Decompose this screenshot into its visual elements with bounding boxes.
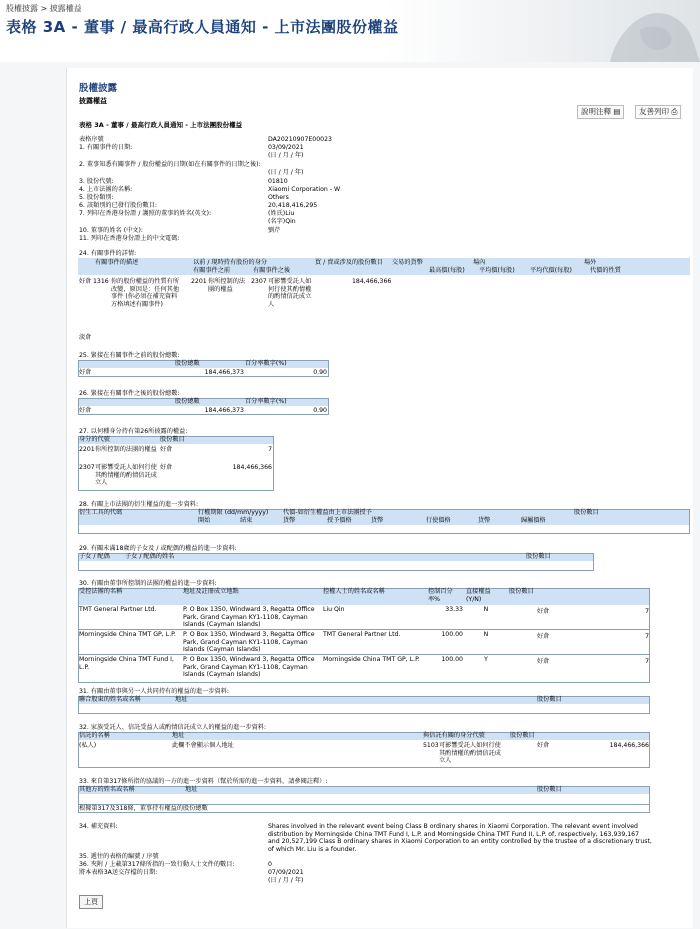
- s28-h-code: 衍生工具的代碼: [79, 509, 123, 516]
- s25-h-shares: 股份總數: [175, 360, 200, 367]
- s32-h-trust: 信託的名稱: [79, 732, 110, 739]
- s30-row-direct: Y: [484, 656, 488, 663]
- form-title: 表格 3A - 董事 / 最高行政人員通知 - 上市法團股份權益: [79, 121, 243, 129]
- s32-row-name: (私人): [79, 742, 97, 749]
- s24-h-event: 有關事件的描述: [95, 259, 139, 266]
- statue-decoration-image: [570, 0, 700, 62]
- s28-title: 28. 有關上市法團的衍生權益的進一步資料:: [79, 501, 199, 508]
- s30-h-controller: 控權人士的姓名或名稱: [323, 588, 385, 595]
- s26-position: 好倉: [79, 407, 92, 414]
- s24-row-code: 1316: [93, 278, 109, 285]
- s24-title: 24. 有關事件的詳情:: [79, 250, 137, 257]
- field-label-director-name-en: 7. 列印在香港身份證 / 護照的董事的姓名(英文):: [79, 210, 212, 217]
- s28-sub-currency: 貨幣: [283, 517, 296, 524]
- s25-title: 25. 緊接在有關事件之前的股份總數:: [79, 352, 180, 359]
- s28-sub-grant-price: 授予價格: [327, 517, 352, 524]
- field-value-director-name-cn: 劉芹: [268, 227, 281, 234]
- s27-r2-shares: 184,466,366: [232, 464, 272, 471]
- field-date-format: (日 / 月 / 年): [268, 169, 304, 176]
- s34-label: 34. 補充資料:: [79, 823, 118, 830]
- field-label-cn-code: 11. 列印在香港身份證上的中文電碼:: [79, 235, 180, 242]
- s27-r1-desc: 你所控制的法團的權益: [95, 446, 157, 453]
- s30-h-shares: 股份數目: [509, 588, 534, 595]
- field-value-form-no: DA20210907E00023: [268, 136, 332, 143]
- s30-h-address: 地址及註冊成立地點: [183, 588, 239, 595]
- s28-sub-vesting-price: 歸屬價格: [521, 517, 546, 524]
- s36-label: 36. 夾附 / 上載第317條所指的一致行動人士文件的數目:: [79, 861, 235, 868]
- s27-h-code: 身分的代號: [79, 436, 110, 443]
- printer-icon: ⎙: [671, 107, 678, 116]
- s27-r1-code: 2201: [79, 446, 95, 453]
- s30-row-address: P. O Box 1350, Windward 3, Regatta Office Park, Grand Cayman KY1-1108, Cayman Islands (Cayman Islands): [183, 631, 315, 653]
- field-value-issued-shares: 20,418,416,295: [268, 202, 318, 209]
- s30-h-name: 受控法團的名稱: [79, 588, 123, 595]
- section-title: 股權披露: [79, 83, 118, 94]
- field-value-stock-code: 01810: [268, 178, 288, 185]
- s32-h-code: 與信託有關的身分代號: [423, 732, 485, 739]
- field-label-issued-shares: 6. 該類別的已發行股份數目:: [79, 202, 158, 209]
- s25-position: 好倉: [79, 369, 92, 376]
- s24-row-code-before: 2201: [191, 278, 207, 285]
- s32-table: [78, 732, 650, 768]
- s30-row-position: 好倉: [537, 633, 550, 640]
- s33-h-address: 地址: [185, 786, 198, 793]
- notes-button[interactable]: 說明注釋 ▤: [577, 105, 624, 119]
- s27-title: 27. 以何種身分持有第26所披露的權益:: [79, 428, 188, 435]
- s30-row-address: P. O Box 1350, Windward 3, Regatta Office Park, Grand Cayman KY1-1108, Cayman Islands (Cayman Islands): [183, 656, 315, 678]
- s37-label: 將本表格3A送交存檔的日期:: [79, 869, 158, 876]
- field-label-corp-name: 4. 上市法團的名稱:: [79, 186, 133, 193]
- field-date-format: (日 / 月 / 年): [268, 152, 304, 159]
- field-label-director-name-cn: 10. 董事的姓名 (中文):: [79, 227, 143, 234]
- s30-h-direct: 直接權益(Y/N): [466, 588, 491, 603]
- content-panel: [66, 68, 693, 928]
- field-label-stock-code: 3. 股份代號:: [79, 178, 114, 185]
- s32-row-desc: 可影響受託人如何行使其酌情權的酌情信託成立人: [439, 742, 501, 764]
- s28-h-consideration: 代價-如衍生權益由上市法團授予: [283, 509, 372, 516]
- s30-row-pct: 33.33: [445, 606, 463, 613]
- s28-h-shares: 股份數目: [574, 509, 599, 516]
- s29-title: 29. 有關未滿18歲的子女及 / 或配偶的權益的進一步資料:: [79, 545, 237, 552]
- s30-row-address: P. O Box 1350, Windward 3, Regatta Office Park, Grand Cayman KY1-1108, Cayman Islands (Cayman Islands): [183, 606, 315, 628]
- s30-row-position: 好倉: [537, 658, 550, 665]
- s27-h-shares: 股份數目: [160, 436, 185, 443]
- s28-sub-start: 開始: [198, 517, 211, 524]
- field-value-event-date: 03/09/2021: [268, 144, 304, 151]
- s33-footer-total: 根據第317及318條，董事持有權益的股份總數: [79, 805, 208, 812]
- s26-shares: 184,466,373: [204, 407, 244, 414]
- s24-row-desc-before: 你所控制的法團的權益: [208, 278, 246, 293]
- breadcrumb: [6, 3, 82, 14]
- s28-sub-exercise-price: 行使價格: [426, 517, 451, 524]
- s30-h-pct: 控制百分率%: [428, 588, 453, 603]
- print-button[interactable]: 友善列印 ⎙: [635, 105, 681, 119]
- s27-r2-desc: 可影響受託人如何行使其酌情權的酌情信託成立人: [95, 464, 157, 486]
- s24-h-high: 最高價(每股): [429, 267, 465, 274]
- s24-row-code-after: 2307: [251, 278, 267, 285]
- s28-sub-currency2: 貨幣: [371, 517, 384, 524]
- s30-row-name: TMT General Partner Ltd.: [79, 606, 157, 613]
- field-value-given-name: (名字)Qin: [268, 218, 296, 225]
- s30-row-direct: N: [483, 606, 489, 613]
- s30-row-name: Morningside China TMT GP, L.P.: [79, 631, 176, 638]
- s30-row-controller: Morningside China TMT GP, L.P.: [323, 656, 420, 663]
- s30-row-pct: 100.00: [441, 656, 463, 663]
- s28-sub-currency3: 貨幣: [478, 517, 491, 524]
- s30-row-direct: N: [483, 631, 489, 638]
- s32-row-position: 好倉: [537, 742, 550, 749]
- field-label-share-class: 5. 股份類別:: [79, 194, 114, 201]
- s24-short-position: 淡倉: [79, 334, 92, 341]
- s28-h-period: 行權期限 (dd/mm/yyyy): [198, 509, 269, 516]
- s30-row-position: 好倉: [537, 608, 550, 615]
- field-value-share-class: Others: [268, 194, 289, 201]
- s32-h-shares: 股份數目: [510, 732, 535, 739]
- s27-r1-position: 好倉: [160, 446, 173, 453]
- s30-row-shares: 7: [645, 658, 649, 665]
- s32-title: 32. 家族受託人、信託受益人或酌情信託成立人的權益的進一步資料:: [79, 724, 267, 731]
- s32-h-address: 地址: [172, 732, 185, 739]
- field-value-corp-name: Xiaomi Corporation - W: [268, 186, 341, 193]
- field-label-event-date: 1. 有關事件的日期:: [79, 144, 133, 151]
- s30-row-pct: 100.00: [441, 631, 463, 638]
- s24-h-on-exchange: 場內: [473, 259, 486, 266]
- s24-h-consid: 代價的性質: [590, 267, 621, 274]
- s34-text: Shares involved in the relevant event being Class B ordinary shares in Xiaomi Corporation. The relevant event involved distribution by Morningside China TMT Fund I, L.P. and Morningside China TMT Fund II, L.P. of, respectively, 163,939,167 and 20,527,199 Class B ordinary shares in Xiaomi Corporation to an entity controlled by the trustee of a discretionary trust, of which Mr. Liu is a founder.: [268, 823, 652, 853]
- s24-h-capacity: 以前 / 現時持有股份的身分: [193, 259, 268, 266]
- s31-table: [78, 696, 650, 714]
- field-label-form-no: 表格序號: [79, 136, 104, 143]
- s24-row-shares: 184,466,366: [352, 278, 392, 285]
- s24-row-desc-after: 可影響受託人如何行使其酌情權的酌情信託成立人: [268, 278, 312, 308]
- s33-h-name: 其他方的姓名或名稱: [79, 786, 135, 793]
- s26-title: 26. 緊接在有關事件之後的股份總數:: [79, 390, 180, 397]
- breadcrumb-home-link[interactable]: 股權披露: [6, 4, 38, 13]
- breadcrumb-current: 披露權益: [49, 4, 82, 13]
- section-subtitle: 披露權益: [79, 97, 107, 105]
- s33-h-shares: 股份數目: [537, 786, 562, 793]
- s26-h-shares: 股份總數: [175, 398, 200, 405]
- s26-pct: 0.90: [313, 407, 327, 414]
- s31-h-shares: 股份數目: [537, 696, 562, 703]
- s24-row-desc: 你的股份權益的性質有所改變，原因是：任何其他事件 (你必須在補充資料方格填述有關事件): [111, 278, 180, 308]
- s33-title: 33. 來自第317條所指的協議的一方的進一步資料（幫於所需的進一步資料，請參閱註釋）:: [79, 778, 328, 785]
- document-icon: ▤: [613, 107, 621, 116]
- s25-shares: 184,466,373: [204, 369, 244, 376]
- s31-title: 31. 有關由董事與另一人共同持有的權益的進一步資料:: [79, 688, 230, 695]
- s24-h-currency: 交易的貨幣: [392, 259, 423, 266]
- field-value-surname: (姓氏)Liu: [268, 210, 295, 217]
- field-label-aware-date: 2. 董事知悉有關事件 / 股份權益的日期(如在有關事件的日期之後):: [79, 161, 261, 168]
- back-button[interactable]: 上頁: [79, 895, 103, 909]
- s28-sub-end: 結束: [240, 517, 253, 524]
- s30-title: 30. 有關由董事所控制的法團的權益的進一步資料:: [79, 580, 217, 587]
- s30-row-divider: [78, 629, 650, 630]
- s25-h-pct: 百分率數字(%): [245, 360, 287, 367]
- s27-r2-code: 2307: [79, 464, 95, 471]
- s31-h-address: 地址: [175, 696, 188, 703]
- page-title: 表格 3A - 董事 / 最高行政人員通知 - 上市法團股份權益: [6, 18, 399, 36]
- breadcrumb-separator: >: [40, 4, 48, 13]
- s37-date-format: (日 / 月 / 年): [268, 877, 304, 884]
- s29-h-shares: 股份數目: [526, 553, 551, 560]
- s30-row-shares: 7: [645, 608, 649, 615]
- s24-h-after: 有關事件之後: [253, 267, 291, 274]
- s29-h-name: 子女 / 配偶的姓名: [125, 553, 175, 560]
- s30-row-shares: 7: [645, 633, 649, 640]
- s32-row-shares: 184,466,366: [609, 742, 649, 749]
- s35-label: 35. 遞往的表格的編號 / 序號: [79, 853, 159, 860]
- s29-h-relation: 子女 / 配偶: [79, 553, 110, 560]
- s30-row-divider: [78, 654, 650, 655]
- s24-h-avg: 平均價(每股): [479, 267, 515, 274]
- s30-row-controller: Liu Qin: [323, 606, 345, 613]
- header-banner: [0, 0, 700, 62]
- s24-row-position: 好倉: [79, 278, 92, 285]
- s37-value: 07/09/2021: [268, 869, 304, 876]
- s24-h-before: 有關事件之前: [193, 267, 231, 274]
- s26-h-pct: 百分率數字(%): [245, 398, 287, 405]
- s27-r2-position: 好倉: [160, 464, 173, 471]
- s32-row-address: 此欄不會顯示個人地址: [172, 742, 234, 749]
- s30-row-controller: TMT General Partner Ltd.: [323, 631, 401, 638]
- s31-h-name: 聯合股東的姓名或名稱: [79, 696, 141, 703]
- s36-value: 0: [268, 861, 272, 868]
- s24-h-avg-consid: 平均代價(每股): [530, 267, 572, 274]
- s30-row-name: Morningside China TMT Fund I, L.P.: [79, 656, 174, 671]
- s24-h-shares: 買 / 賣或涉及的股份數目: [315, 259, 383, 266]
- s24-h-off-exchange: 場外: [584, 259, 597, 266]
- s32-row-code: 5103: [423, 742, 439, 749]
- s27-r1-shares: 7: [268, 446, 272, 453]
- s25-pct: 0.90: [313, 369, 327, 376]
